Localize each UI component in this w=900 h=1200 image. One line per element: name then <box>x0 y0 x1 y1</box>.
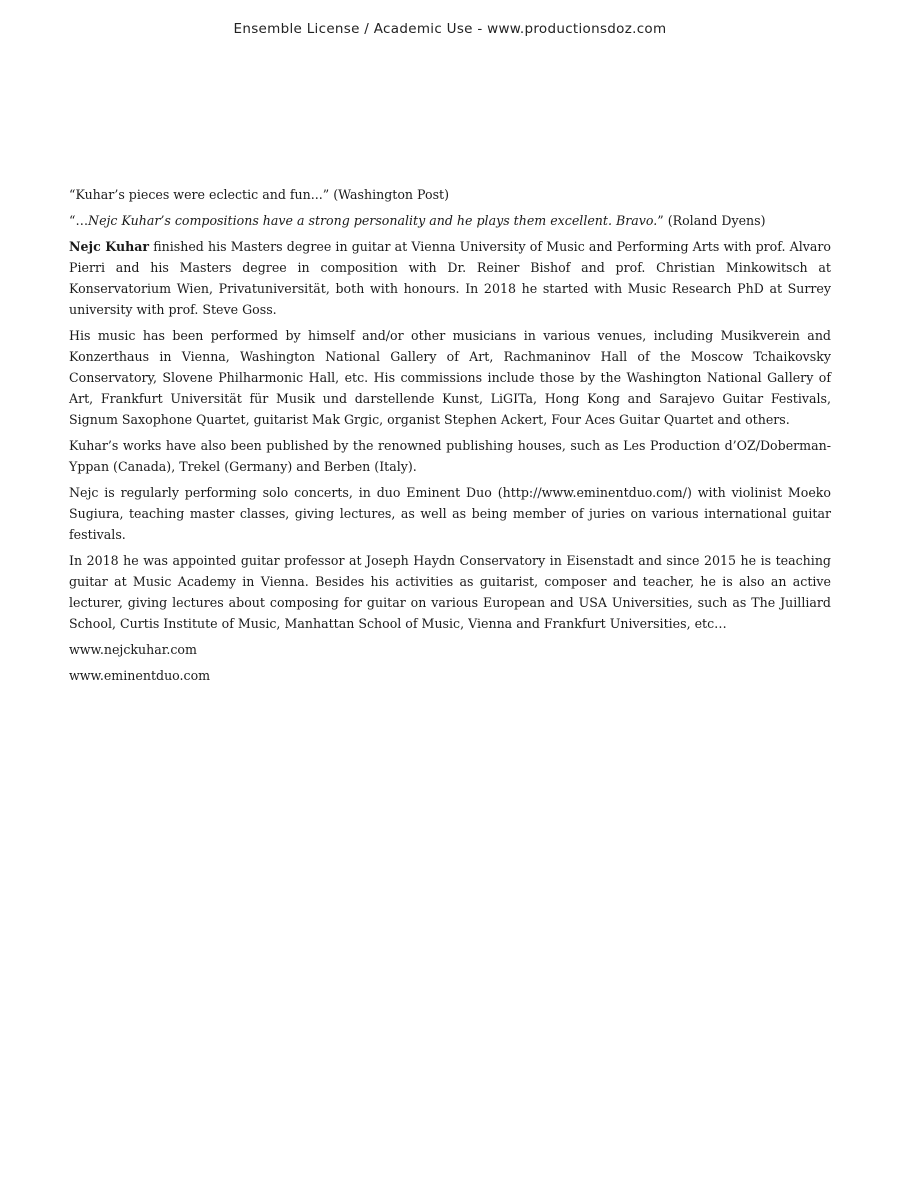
bio-paragraph-teaching: In 2018 he was appointed guitar professor at Joseph Haydn Conservatory in Eisenstadt and since 2015 he is teaching guitar at Music Academy in Vienna. Besides his activities as guitarist, composer and teacher, he is also an active lecturer, giving lectures about composing for guitar on various European and USA Universities, such as The Juilliard School, Curtis Institute of Music, Manhattan School of Music, Vienna and Frankfurt Universities, etc… <box>69 553 831 631</box>
quote-washington-post <box>69 184 831 205</box>
quote-source: (Washington Post) <box>329 187 450 202</box>
bio-paragraph-publications: Kuhar’s works have also been published by the renowned publishing houses, such as Les Production d’OZ/Doberman-Yppan (Canada), Trekel (Germany) and Berben (Italy). <box>69 438 831 474</box>
quote-source: (Roland Dyens) <box>663 213 766 228</box>
artist-name: Nejc Kuhar <box>69 239 150 254</box>
duo-website-link[interactable]: www.eminentduo.com <box>69 668 211 683</box>
bio-paragraph-education <box>69 236 831 320</box>
quote-text: “Kuhar’s pieces were eclectic and fun...” <box>69 187 330 202</box>
quote-text: Nejc Kuhar’s compositions have a strong personality and he plays them excellent. Bravo. <box>88 213 658 228</box>
bio-paragraph-text: finished his Masters degree in guitar at Vienna University of Music and Performing Arts with prof. Alvaro Pierri and his Masters degree in composition with Dr. Reiner Bishof and prof. Christian Minkowitsch at Konservatorium Wien, Privatuniversität, both with honours. In 2018 he started with Music Research PhD at Surrey university with prof. Steve Goss. <box>69 239 831 317</box>
bio-paragraph-performances: His music has been performed by himself and/or other musicians in various venues, including Musikverein and Konzerthaus in Vienna, Washington National Gallery of Art, Rachmaninov Hall of the Moscow Tchaikovsky Conservatory, Slovene Philharmonic Hall, etc. His commissions include those by the Washington National Gallery of Art, Frankfurt Universität für Musik und darstellende Kunst, LiGITa, Hong Kong and Sarajevo Guitar Festivals, Signum Saxophone Quartet, guitarist Mak Grgic, organist Stephen Ackert, Four Aces Guitar Quartet and others. <box>69 328 831 427</box>
biography-content <box>69 184 831 691</box>
bio-paragraph-concerts: Nejc is regularly performing solo concerts, in duo Eminent Duo (http://www.eminentduo.com/) with violinist Moeko Sugiura, teaching master classes, giving lectures, as well as being member of juries on various international guitar festivals. <box>69 485 831 542</box>
website-link[interactable]: www.nejckuhar.com <box>69 642 197 657</box>
quote-open-mark: “… <box>69 213 89 228</box>
quote-close-mark: ” <box>657 213 664 228</box>
quote-roland-dyens <box>69 210 831 231</box>
license-header: Ensemble License / Academic Use - www.productionsdoz.com <box>233 21 667 37</box>
